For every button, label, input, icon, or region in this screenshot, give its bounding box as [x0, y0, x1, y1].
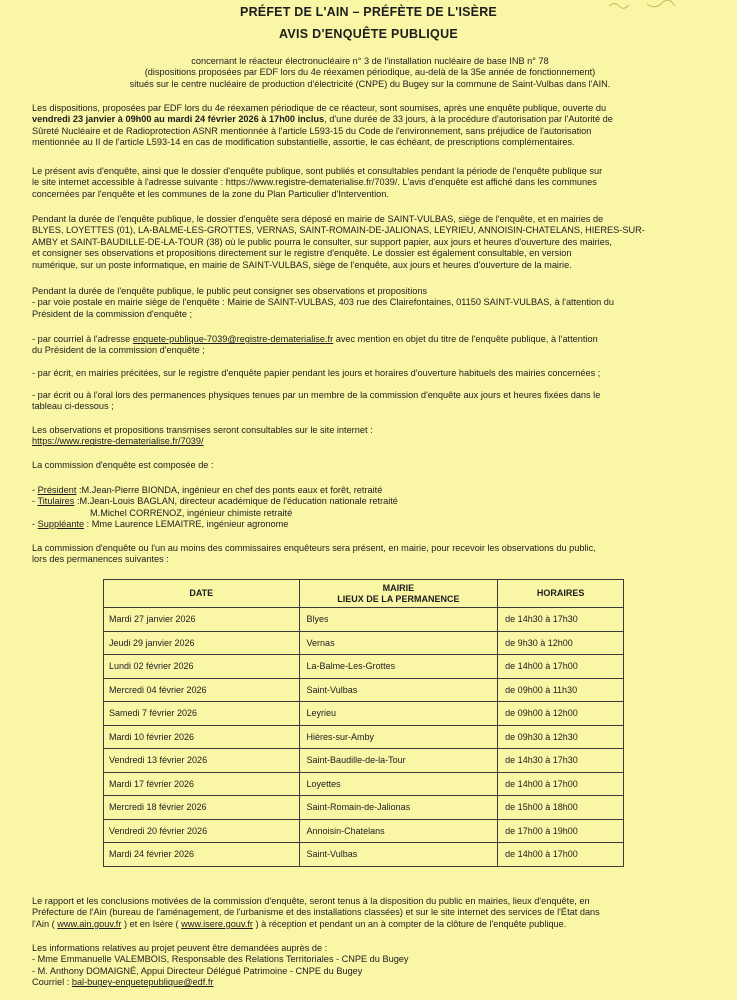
cell-date: Mercredi 18 février 2026 [104, 796, 300, 820]
text-line [32, 334, 708, 345]
cell-horaires: de 9h30 à 12h00 [498, 631, 624, 655]
table-row [104, 749, 624, 773]
cell-date: Vendredi 13 février 2026 [104, 749, 300, 773]
text-line: Les observations et propositions transmises seront consultables sur le site internet : [32, 425, 373, 435]
text-line: mentionnée au II de l'article L593-14 en cas de modification substantielle, assortie, le cas échéant, de prescriptions complémentaires. [32, 137, 575, 148]
notice-title: AVIS D'ENQUÊTE PUBLIQUE [278, 27, 459, 41]
prefecture-title: PRÉFET DE L'AIN – PRÉFÈTE DE L'ISÈRE [240, 5, 497, 19]
cell-lieu: La-Balme-Les-Grottes [299, 655, 498, 679]
paragraph-rapport [32, 896, 708, 930]
suppleante-name: : Mme Laurence LEMAITRE, ingénieur agronome [84, 519, 289, 530]
paragraph-observations [32, 425, 708, 448]
text-line: Les dispositions, proposées par EDF lors du 4e réexamen périodique de ce réacteur, sont soumises, après une enquête publique, ouverte du [32, 103, 607, 113]
president-label: Président [37, 485, 77, 495]
text-line: et consigner ses observations et propositions directement sur le registre d'enquête. Le dossier est également consultable, en version [32, 248, 572, 259]
column-header-mairie [299, 580, 498, 608]
cell-lieu: Saint-Vulbas [299, 678, 498, 702]
text-line: Pendant la durée de l'enquête publique, le public peut consigner ses observations et propositions [32, 286, 428, 296]
paragraph-postal [32, 286, 708, 320]
ain-gouv-link[interactable]: www.ain.gouv.fr [57, 918, 122, 929]
contact-line: - Mme Emmanuelle VALEMBOIS, Responsable des Relations Territoriales - CNPE du Bugey [32, 954, 409, 965]
table-row [104, 655, 624, 679]
cell-date: Mardi 27 janvier 2026 [104, 608, 300, 632]
enquiry-dates: vendredi 23 janvier à 09h00 au mardi 24 février 2026 à 17h00 inclus [32, 114, 325, 125]
registre-link[interactable]: https://www.registre-dematerialise.fr/7039/ [32, 436, 204, 447]
text-line: Préfecture de l'Ain (bureau de l'aménagement, de l'urbanisme et des installations classées) et sur le site internet des services de l'État dans [32, 907, 600, 918]
paragraph-permanences [32, 390, 708, 413]
text-line: Les informations relatives au projet peuvent être demandées auprès de : [32, 943, 328, 953]
text-line: La commission d'enquête ou l'un au moins des commissaires enquêteurs sera présent, en mairie, pour recevoir les observations du public, [32, 543, 596, 553]
text-line: - par voie postale en mairie siège de l'enquête : Mairie de SAINT-VULBAS, 403 rue des Clairefontaines, 01150 SAINT-VULBAS, à l'attention du [32, 297, 614, 308]
commission-heading [32, 460, 708, 471]
suppleante-line: - Suppléante : Mme Laurence LEMAITRE, ingénieur agronome [32, 519, 289, 530]
cell-horaires: de 09h00 à 11h30 [498, 678, 624, 702]
titulaires-label: Titulaires [37, 496, 75, 507]
cell-lieu: Leyrieu [299, 702, 498, 726]
text-line [32, 114, 708, 125]
cell-horaires: de 14h30 à 17h30 [498, 749, 624, 773]
text-fragment: ) à réception et pendant un an à compter de la clôture de l'enquête publique. [253, 918, 567, 929]
text-line: concernées par l'enquête et les communes de la zone du Plan Particulier d'Intervention. [32, 188, 389, 199]
cell-date: Samedi 7 février 2026 [104, 702, 300, 726]
cell-date: Mercredi 04 février 2026 [104, 678, 300, 702]
cell-date: Mardi 24 février 2026 [104, 843, 300, 867]
cell-lieu: Annoisin-Chatelans [299, 819, 498, 843]
cell-lieu: Loyettes [299, 772, 498, 796]
cell-horaires: de 09h00 à 12h00 [498, 702, 624, 726]
paragraph-permanence-intro [32, 543, 708, 566]
subtitle-line: (dispositions proposées par EDF lors du 4e réexamen périodique, au-delà de la 35e année de fonctionnement) [144, 67, 596, 78]
cell-date: Vendredi 20 février 2026 [104, 819, 300, 843]
table-row [104, 772, 624, 796]
cell-date: Mardi 17 février 2026 [104, 772, 300, 796]
text-line [32, 919, 708, 930]
text-line: - par écrit, en mairies précitées, sur le registre d'enquête papier pendant les jours et horaires d'ouverture habituels des mairies concernées ; [32, 368, 601, 378]
text-line: tableau ci-dessous ; [32, 401, 114, 412]
text-fragment: l'Ain ( [32, 918, 58, 929]
text-line: le site internet accessible à l'adresse suivante : https://www.registre-dematerialise.fr/7039/. L'avis d'enquête est affiché dans les communes [32, 177, 597, 188]
isere-gouv-link[interactable]: www.isere.gouv.fr [181, 918, 253, 929]
header-line: MAIRIE [382, 583, 415, 593]
cell-lieu: Vernas [299, 631, 498, 655]
text-fragment: - par courriel à l'adresse [32, 334, 133, 344]
table-row [104, 678, 624, 702]
text-line: AMBY et SAINT-BAUDILLE-DE-LA-TOUR (38) où le public pourra le consulter, sur support papier, aux jours et heures d'ouverture des mairies, [32, 236, 612, 247]
text-line: numérique, sur un poste informatique, en mairie de SAINT-VULBAS, siège de l'enquête, aux jours et heures d'ouverture de la mairie. [32, 259, 572, 270]
commission-members [32, 485, 708, 531]
cell-lieu: Saint-Baudille-de-la-Tour [299, 749, 498, 773]
text-line: La commission d'enquête est composée de : [32, 460, 214, 470]
cell-horaires: de 14h00 à 17h00 [498, 655, 624, 679]
cell-horaires: de 15h00 à 18h00 [498, 796, 624, 820]
text-line: du Président de la commission d'enquête ; [32, 345, 205, 356]
contact-email-line [32, 977, 708, 988]
suppleante-label: Suppléante [37, 519, 85, 530]
text-line: Sûreté Nucléaire et de Radioprotection ASNR mentionnée à l'article L593-15 du Code de l'environnement, sans préjudice de l'autorisation [32, 125, 592, 136]
text-line: Le présent avis d'enquête, ainsi que le dossier d'enquête publique, sont publiés et consultables pendant la période de l'enquête publique sur [32, 166, 603, 176]
subtitle-line: situés sur le centre nucléaire de production d'électricité (CNPE) du Bugey sur la commune de Saint-Vulbas dans l'AIN. [129, 78, 611, 89]
contact-email-link[interactable]: bal-bugey-enquetepublique@edf.fr [71, 977, 214, 988]
subtitle-line: concernant le réacteur électronucléaire n° 3 de l'installation nucléaire de base INB n° 78 [191, 56, 549, 66]
titulaire-line: - Titulaires :M.Jean-Louis BAGLAN, directeur académique de l'éducation nationale retraité [32, 496, 398, 507]
paragraph-dossier [32, 214, 708, 271]
cell-date: Lundi 02 février 2026 [104, 655, 300, 679]
cell-lieu: Hières-sur-Amby [299, 725, 498, 749]
text-line: BLYES, LOYETTES (01), LA-BALME-LES-GROTTES, VERNAS, SAINT-ROMAIN-DE-JALIONAS, LEYRIEU, ANNOISIN-CHATELANS, HIERES-SUR- [32, 225, 645, 236]
text-line: Président de la commission d'enquête ; [32, 308, 193, 319]
cell-date: Jeudi 29 janvier 2026 [104, 631, 300, 655]
contact-line: - M. Anthony DOMAIGNÉ, Appui Directeur Délégué Patrimoine - CNPE du Bugey [32, 965, 363, 976]
enquiry-email-link[interactable]: enquete-publique-7039@registre-dematerialise.fr [132, 334, 334, 344]
cell-date: Mardi 10 février 2026 [104, 725, 300, 749]
cell-horaires: de 14h00 à 17h00 [498, 843, 624, 867]
text-line: Le rapport et les conclusions motivées de la commission d'enquête, seront tenus à la disposition du public en mairies, lieux d'enquête, en [32, 896, 590, 906]
column-header-date: DATE [104, 580, 300, 608]
notice-subtitle [60, 56, 680, 90]
table-row [104, 631, 624, 655]
cell-horaires: de 09h30 à 12h30 [498, 725, 624, 749]
text-line: lors des permanences suivantes : [32, 554, 169, 565]
table-row [104, 725, 624, 749]
cell-horaires: de 14h00 à 17h00 [498, 772, 624, 796]
titulaire-name: :M.Jean-Louis BAGLAN, directeur académique de l'éducation nationale retraité [74, 496, 398, 507]
table-row [104, 796, 624, 820]
text-fragment: Courriel : [32, 977, 72, 988]
cell-horaires: de 14h30 à 17h30 [498, 608, 624, 632]
cell-lieu: Saint-Vulbas [299, 843, 498, 867]
paragraph-email [32, 334, 708, 357]
president-line: - Président :M.Jean-Pierre BIONDA, ingénieur en chef des ponts eaux et forêt, retraité [32, 485, 383, 495]
paragraph-publication [32, 166, 708, 200]
header-line: LIEUX DE LA PERMANENCE [337, 593, 460, 604]
text-line: Pendant la durée de l'enquête publique, le dossier d'enquête sera déposé en mairie de SAINT-VULBAS, siège de l'enquête, et en mairies de [32, 214, 604, 224]
cell-horaires: de 17h00 à 19h00 [498, 819, 624, 843]
table-row [104, 702, 624, 726]
paragraph-contacts [32, 943, 708, 989]
cell-lieu: Blyes [299, 608, 498, 632]
table-row [104, 819, 624, 843]
text-fragment: ) et en Isère ( [121, 918, 182, 929]
titulaire-name: M.Michel CORRENOZ, ingénieur chimiste retraité [90, 507, 293, 518]
column-header-horaires: HORAIRES [498, 580, 624, 608]
table-row [104, 843, 624, 867]
president-name: :M.Jean-Pierre BIONDA, ingénieur en chef des ponts eaux et forêt, retraité [76, 485, 383, 495]
cell-lieu: Saint-Romain-de-Jalionas [299, 796, 498, 820]
paragraph-register [32, 368, 708, 379]
paragraph-dispositions [32, 103, 708, 149]
text-line: - par écrit ou à l'oral lors des permanences physiques tenues par un membre de la commission d'enquête aux jours et heures fixées dans le [32, 390, 601, 400]
text-fragment: , d'une durée de 33 jours, à la procédure d'autorisation par l'Autorité de [324, 114, 613, 125]
text-fragment: avec mention en objet du titre de l'enquête publique, à l'attention [333, 334, 598, 344]
table-header-row [104, 580, 624, 608]
permanence-table [103, 579, 624, 867]
table-row [104, 608, 624, 632]
